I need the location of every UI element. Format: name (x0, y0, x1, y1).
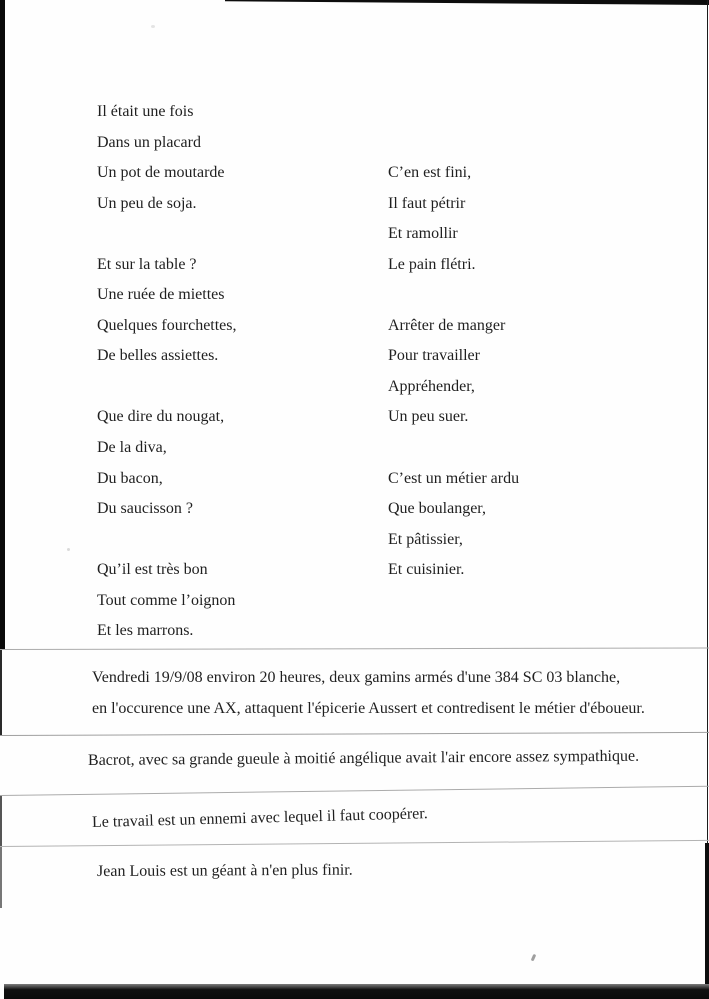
scan-edge-bottom-bar (4, 984, 709, 999)
poem-line: Et sur la table ? (97, 255, 197, 273)
poem-line-blank (97, 525, 237, 556)
poem-line: Arrêter de manger (388, 316, 506, 334)
paragraph-incident (92, 663, 645, 725)
scan-edge-right-thick (705, 843, 709, 985)
poem-line-blank (388, 433, 519, 464)
poem-line: Le pain flétri. (388, 255, 476, 273)
scan-speck-middle (67, 548, 70, 551)
strip-separator-4 (0, 840, 709, 847)
poem-line: Que dire du nougat, (97, 408, 225, 426)
poem-line-blank (97, 219, 237, 250)
poem-line-blank (388, 97, 519, 128)
scan-edge-left-strip (0, 0, 5, 650)
poem-line: Pour travailler (388, 347, 480, 365)
poem-line: De belles assiettes. (97, 347, 219, 365)
poem-line-blank (388, 280, 519, 311)
poem-line: Et les marrons. (97, 622, 194, 640)
strip-separator-1 (0, 648, 709, 651)
poem-line: Qu’il est très bon (97, 561, 208, 579)
scan-edge-left-lower-2 (0, 846, 2, 908)
paragraph-bacrot: Bacrot, avec sa grande gueule à moitié angélique avait l'air encore assez sympathique. (87, 747, 640, 769)
poem-line: Dans un placard (97, 133, 201, 151)
poem-line: Quelques fourchettes, (97, 316, 237, 334)
scan-edge-left-lower-1 (0, 795, 2, 846)
paragraph-jean-louis: Jean Louis est un géant à n'en plus finir. (96, 861, 353, 880)
poem-line: Il faut pétrir (388, 194, 466, 212)
scan-edge-left-tail (0, 650, 2, 736)
poem-line: Et pâtissier, (388, 530, 463, 548)
poem-line: Une ruée de miettes (97, 286, 225, 304)
poem-line: Que boulanger, (388, 500, 486, 518)
paragraph-incident-line-2: en l'occurence une AX, attaquent l'épicerie Aussert et contredisent le métier d'éboueur. (92, 699, 645, 717)
poem-line-blank (388, 128, 519, 159)
poem-line: Il était une fois (97, 103, 194, 120)
poem-column-left (97, 97, 237, 647)
poem-line: Un peu de soja. (97, 194, 197, 212)
poem-line: Du bacon, (97, 469, 163, 487)
poem-line-blank (97, 372, 237, 403)
scan-edge-top-bar (225, 0, 709, 5)
poem-line: Appréhender, (388, 377, 475, 395)
poem-line: Du saucisson ? (97, 500, 193, 518)
poem-column-right (388, 97, 519, 586)
strip-separator-2 (0, 732, 709, 736)
strip-separator-3 (0, 786, 709, 797)
poem-line: Et ramollir (388, 225, 458, 243)
poem-line: Tout comme l’oignon (97, 591, 236, 609)
poem-line: Un peu suer. (388, 408, 469, 426)
scan-speck-bottom (531, 954, 536, 961)
poem-line: Et cuisinier. (388, 561, 465, 579)
poem-line: Un pot de moutarde (97, 164, 225, 182)
paragraph-travail: Le travail est un ennemi avec lequel il faut coopérer. (91, 805, 428, 831)
poem-line: C’en est fini, (388, 164, 472, 182)
scan-speck-top (151, 25, 155, 28)
poem-line: De la diva, (97, 439, 167, 457)
paragraph-incident-line-1: Vendredi 19/9/08 environ 20 heures, deux gamins armés d'une 384 SC 03 blanche, (92, 669, 621, 686)
poem-line: C’est un métier ardu (388, 469, 520, 487)
